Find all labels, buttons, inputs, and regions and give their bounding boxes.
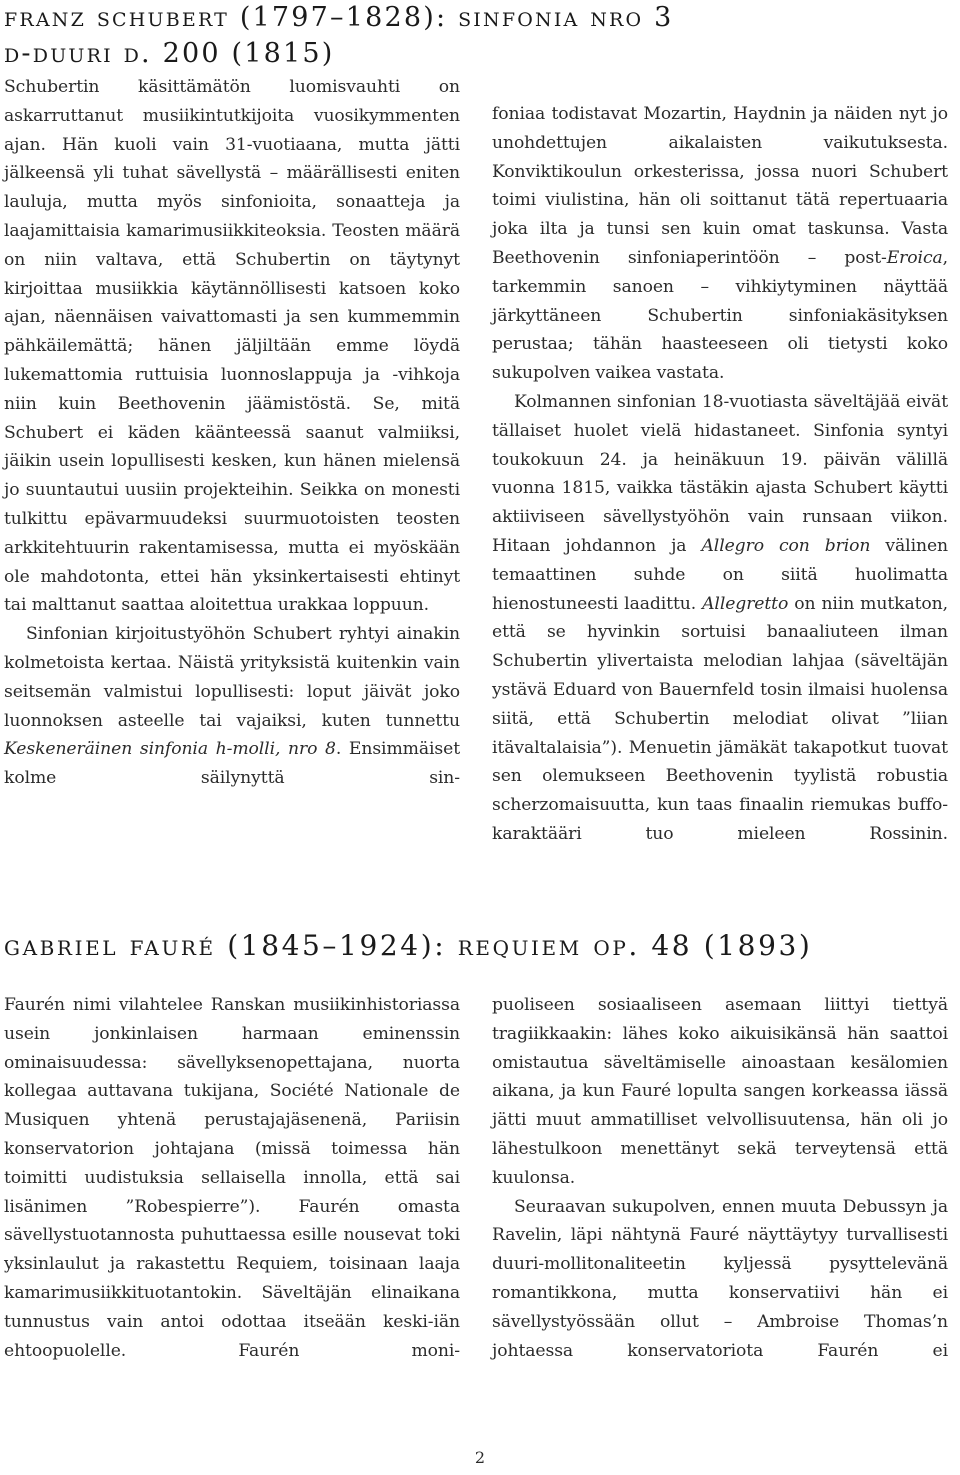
paragraph-text: foniaa todistavat Mozartin, Haydnin ja näiden nyt jo unohdettujen aikalaisten vaikutuksesta. Konviktikoulun orkesterissa, jossa nuori Schubert toimi viulistina, hän oli soittanut tätä repertuaaria joka ilta ja tunsi sen kuin omat taskunsa. Vasta Beethovenin sinfoniaperintöön – post-Eroica, tarkemmin sanoen – vihkiytyminen näyttää järkyttäneen Schubertin sinfoniakäsityksen perustaa; tähän haasteeseen oli tietysti koko sukupolven vaikea vastata. [492,104,948,384]
paragraph: Schubertin käsittämätön luomisvauhti on askarruttanut musiikintutkijoita vuosikymmenten ajan. Hän kuoli vain 31-vuotiaana, mutta jätti jälkeensä yli tuhat sävellystä – määrällisesti eniten lauluja, mutta myös sinfonioita, sonaatteja ja laajamittaisia kamarimusiikkiteoksia. Teosten määrä on niin valtava, että Schubertin on täytynyt kirjoittaa musiikkia käytännöllisesti katsoen koko ajan, näennäisen vaivattomasti ja sen kummemmin pähkäilemättä; hänen jäljiltään emme löydä lukemattomia ruttuisia luonnoslappuja ja -vihkoja niin kuin Beethovenin jäämistöstä. Se, mitä Schubert ei käden käänteessä saanut valmiiksi, jäikin usein lopullisesti kesken, kun hänen mielensä jo suuntautui uusiin projekteihin. Seikka on monesti tulkittu epävarmuudeksi suurmuotoisten teosten arkkitehtuurin rakentamisessa, mutta ei myöskään ole mahdotonta, ettei hän yksinkertaisesti ehtinyt tai malttanut saattaa aloitettua urakkaa loppuun. [4,77,460,616]
paragraph-text: välinen temaattinen suhde on siitä huolimatta hienostuneesti laadittu. [492,535,948,614]
paragraph: Faurén nimi vilahtelee Ranskan musiikinhistoriassa usein jonkinlaisen harmaan eminenssin ominaisuudessa: sävellyksenopettajana, nuorta kollegaa auttavana tukijana, Société Nationale de Musiquen yhtenä perustajajäsenenä, Pariisin konservatorion johtajana (missä toimessa hän toimitti uudistuksia sellaisella innolla, että sai lisänimen ”Robespierre”). Faurén omasta sävellystuotannosta puhuttaessa esille nousevat toki yksinlaulut ja rakastettu Requiem, toisinaan laaja kamarimusiikkituotantokin. Säveltäjän elinaikana tunnustus vain antoi odottaa itseään keski-iän ehtoopuolelle. Faurén moni- [4,995,460,1361]
work-title: Keskeneräinen sinfonia h-molli, nro 8 [4,739,336,760]
paragraph-text: Kolmannen sinfonian 18-vuotiasta säveltäjää eivät tällaiset huolet vielä hidastaneet. Sinfonia syntyi toukokuun 24. ja heinäkuun 19. päivän välillä vuonna 1815, vaikka tästäkin ajasta Schubert käytti aktiiviseen sävellystyöhön vain runsaan viikon. Hitaan johdannon ja [492,391,948,556]
schubert-column-right [492,100,948,849]
paragraph-text: on niin mutkaton, että se hyvinkin sortuisi banaaliuteen ilman Schubertin ylivertaista melodian lahjaa (säveltäjän ystävä Eduard von Bauernfeld tosin ilmaisi huolensa siitä, että Schubertin melodiat olivat ”liian itävaltalaisia”). Menuetin jämäkät takapotkut tuovat sen olemukseen Beethovenin tyylistä robustia scherzomaisuutta, kun taas finaalin riemukas buffo-karaktääri tuo mieleen Rossinin. [492,593,948,844]
paragraph: puoliseen sosiaaliseen asemaan liittyi tiettyä tragiikkaakin: lähes koko aikuisikänsä hän saattoi omistautua säveltämiselle ainoastaan kesälomien aikana, ja kun Fauré lopulta sangen korkeassa iässä jätti muut ammatilliset velvollisuutensa, hän oli jo lähestulkoon menettänyt sekä terveytensä että kuulonsa. [492,995,948,1188]
paragraph-text: Sinfonian kirjoitustyöhön Schubert ryhtyi ainakin kolmetoista kertaa. Näistä yrityksistä kuitenkin vain seitsemän valmistui lopullisesti: loput jäivät joko luonnoksen asteelle tai vajaiksi, kuten tunnettu [4,624,460,731]
paragraph [492,100,948,388]
paragraph-text: . Ensimmäiset kolme säilynyttä sin- [4,739,460,789]
schubert-column-left [4,73,460,793]
paragraph [492,388,948,849]
faure-column-right [492,991,948,1365]
tempo-marking: Allegretto [702,593,789,614]
section-heading-faure: gabriel fauré (1845–1924): requiem op. 48 (1893) [4,929,813,962]
heading-line-1: franz schubert (1797–1828): sinfonia nro 3 [4,2,674,33]
faure-column-left [4,991,460,1365]
heading-line-2: d-duuri d. 200 (1815) [4,38,335,69]
page-number: 2 [474,1448,486,1467]
paragraph: Seuraavan sukupolven, ennen muuta Debussyn ja Ravelin, läpi nähtynä Fauré näyttäytyy turvallisesti duuri-mollitonaliteetin kyljessä pysyttelevänä romantikkona, mutta konservatiivi hän ei sävellystyössään ollut – Ambroise Thomas’n johtaessa konservatoriota Faurén ei [492,1196,948,1361]
work-title: Eroica [886,247,943,268]
tempo-marking: Allegro con brion [701,535,871,556]
paragraph [4,620,460,793]
section-heading-schubert [4,0,674,72]
